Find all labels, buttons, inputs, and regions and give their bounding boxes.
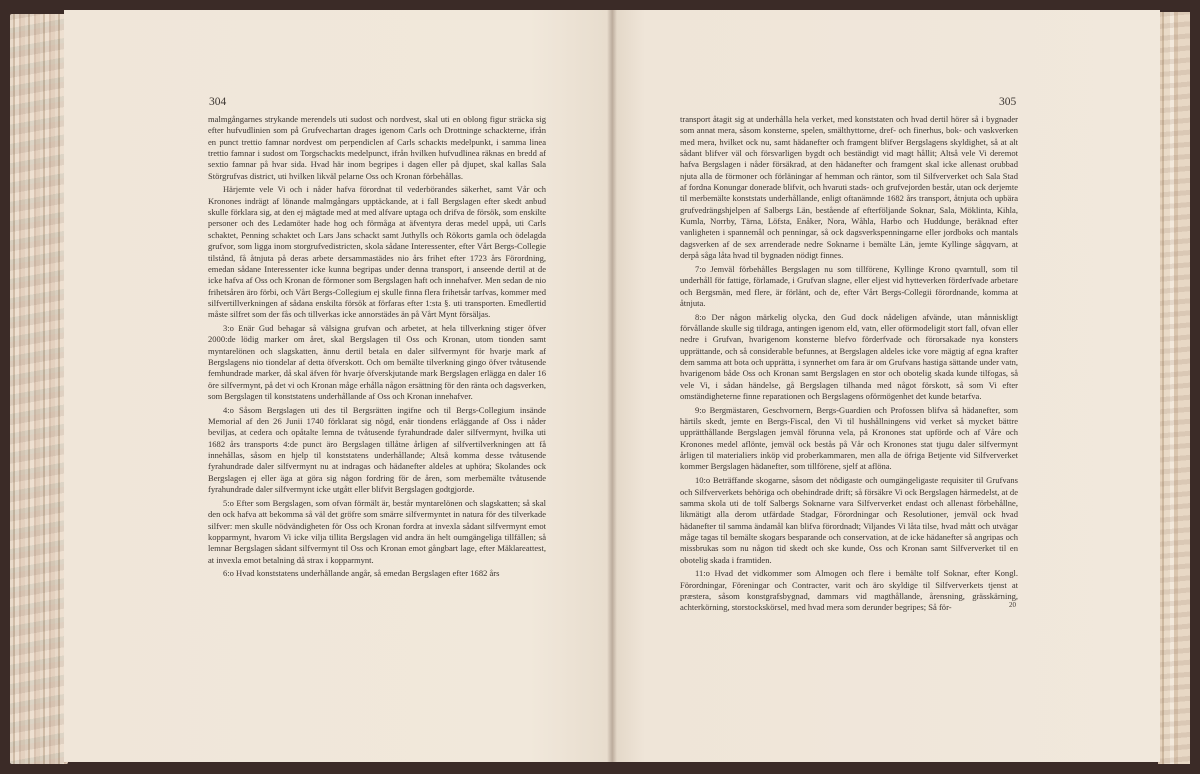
page-number-right: 305: [999, 96, 1017, 108]
paragraph: Härjemte vele Vi och i nåder hafva förordnat til vederbörandes säkerhet, samt Vår och Kronones indrägt af lönande malmgångars upptäckande, at i fall Bergslagen efter skedt anbud skulle förklara sig, at den ej mägtade med at med alfvare uptaga och drifva de försök, som enskilte personer och des Ledamöter hade hog och förmåga at äfventyra deras medel uppå, uti Carls schaktet, Penning schaktet och Lars Jans schackt samt Juthylls och Rökorts gamla och ödelagda grufvor, som ligga inom storgrufvedistricten, skola sådane Interessenter, efter Vårt Bergs-Collegie tilstånd, få åtnjuta på deras arbete dersammastädes nio års frihet efter 1723 års Förordning, emedan sådane Interessenter icke kunna begripas under denna transport, i anseende dertil at de icke hafva af Oss och Kronan de förmoner som Bergslagen haft och innehafver. Men sedan de nio frihetsåren äro förbi, och Vårt Bergs-Collegium ej skulle finna flera frihetsår tarfvas, kommer med silfvertillverkningen af sådana enskilta försök at förfaras efter 1:sta §. uti transporten. Emedlertid måste silfret som der fås och tillverkas icke annorstädes än på Vårt Mynt försäljas.: [208, 184, 546, 320]
paragraph: 3:o Enär Gud behagar så välsigna grufvan och arbetet, at hela tillverkning stiger öfver 2000:de lödig marker om året, skal Bergslagen til Oss och Kronan, utom tionden samt myntarelönen och slagskatten, ännu dertil betala en daler silfvermynt för hvarje mark af Bergslagens nio tiondelar af detta öfverskott. Och om bemälte tilverkning gingo öfver tvåtusende femhundrade marker, då skal äfven för hvarje öfverskjutande mark Bergslagen erlägga en daler 16 öre silfvermynt, på det vi och Kronan måge erhålla någon ersättning för den ränta och dagsverken, som Bergslagen til konststatens underhållande af Oss och Kronan innehafver.: [208, 322, 546, 402]
paragraph: 4:o Såsom Bergslagen uti des til Bergsrätten ingifne och til Bergs-Collegium insände Memorial af den 26 Junii 1740 förklarat sig nögd, enär tiondens erläggande af Oss i nåder beviljas, at cedera och opåtalte lemna de tvåtusende fyrahundrade daler silfvermynt, hvilka uti 1682 års transports 4:de punct äro Bergslagen tillåtne årligen af silfvertilverkningen att få innehållas, såsom en hjelp til konststatens underhållande; Altså komma desse tvåtusende fyrahundrade daler silfvermynt nu at indragas och hädanefter aldeles at uphöra; Skolandes ock Bergslagen ej eller äga at göra sig någon fordring för de åren, som merbemälte tvåtusende fyrahundrade daler silfvermynt icke utgått eller blifvit Bergslagen godtgjorde.: [208, 404, 546, 495]
book-gutter: [607, 10, 617, 762]
paragraph: 11:o Hvad det vidkommer som Almogen och flere i bemälte tolf Soknar, efter Kongl. Förordningar, Föreningar och Contracter, varit och äro skyldige til Silfververkets tjenst at præstera, såsom konstgrafsbygnad, dammars vid magthållande, årensning, grässkärning, achterkörning, storstockskörsel, med hvad mera som derunder begripes; Så för-: [680, 568, 1018, 613]
paragraph: 9:o Bergmästaren, Geschvornern, Bergs-Guardien och Profossen blifva så hädanefter, som härtils skedt, jemte en Bergs-Fiscal, den Vi til hushållningens vid verket så mycket bättre upprätthållande Bergslagen jemväl förunna vela, på Kronones stat upförde och af Våre och Kronones medel aflönte, jemväl ock bestås på Vår och Kronones stat tjugu daler silfvermynt årligen til materialiers inköp vid proberkammaren, men alla de öfriga Betjente vid Silfververket kommer Bergslagen hädanefter, som tillförene, sjelf at aflöna.: [680, 404, 1018, 472]
right-page-body: [680, 114, 1018, 616]
paragraph: 8:o Der någon märkelig olycka, den Gud dock nådeligen afvände, utan månniskligt förvållande skulle sig tildraga, antingen igenom eld, vatn, eller oförmodeligit stort fall, ofvan eller nedre i Grufvan, hvarigenom konsterne blefvo förderfvade och förorsakade nya konsters upprättande, och så considerable befunnes, at Bergslagen aldeles icke vore mägtig af egna krafter dem samma att bota och upprätta, i synnerhet om fara är om Grufvans hastiga sättande under vatn, hvarigenom både Oss och Kronan samt Bergslagen en stor och obotelig skada kunde tilfogas, så vele Vi, i sådan händelse, gå Bergslagen tilhanda med något förskott, så som Vi efter omständigheterne finne reparationen och Bergslagens oförmögenhet det kunde betarfva.: [680, 311, 1018, 402]
paragraph: 5:o Efter som Bergslagen, som ofvan förmält är, består myntarelönen och slagskatten; så skal den ock hafva att bekomma så väl det gröfre som smärre silfvermyntet in natura för des tilverkade silfver: men skulle nödvändigheten för Oss och Kronan fordra at invexla sådant silfvermynt emot kopparmynt, hvarom Vi icke vilja tillita Bergslagen vid andra än helt oumgängeliga tillfällen; så lemnar Bergslagen sådant silfvermynt til Oss och Kronan emot gångbart lage, efter Mäklareattest, at invexla emot betalning då strax i kopparmynt.: [208, 497, 546, 565]
book-fore-edge-right: [1158, 12, 1190, 764]
paragraph: transport åtagit sig at underhålla hela verket, med konststaten och hvad dertil hörer så i bygnader som annat mera, såsom konsterne, spelen, smälthyttorne, dref- och finerhus, bok- och vaskverken med mera, hvilket ock nu, samt hädanefter och framgent blifver Bergslagens skyldighet, så at alt sådant blifver väl och försvarligen bygdt och beständigt vid magt hållit; Altså vele Vi deremot hafva Bergslagen i nåder försäkrad, at den hädanefter och framgent skal icke allenast orubbad njuta alla de förmoner och förläningar af hemman och räntor, som til Silfververket och Sala Stad af fordna Konungar donerade blifvit, och hvaruti stads- och grufvejorden består, utan ock derjemte til merbemälte konststats underhållande, enligt oftanämnde 1682 års transport, åtnjuta och upbära grufvedrängshjelpen af Salbergs Län, bestående af efterföljande Soknar, Sala, Möklinta, Kihla, Kumla, Norrby, Tärna, Löfsta, Enåker, Nora, Wåhla, Harbo och Huddunge, beräknad efter vanligheten i spannemål och penningar, så ock dagsverkspenningarne eller jordboks och mantals dagsverken af de sex arrenderade nedre Soknarne i bemälte Län, jemte Kyllinge sågqvarn, at derpå såga låta hvad til bygnaden nödigt finnes.: [680, 114, 1018, 261]
left-page-body: [208, 114, 546, 582]
paragraph: 10:o Beträffande skogarne, såsom det nödigaste och oumgängeligaste requisiter til Grufvans och Silfververkets behöriga och obehindrade drift; så försäkre Vi ock Bergslagen härmedelst, at de samma skola uti de tolf Salbergs Soknarne vara Silfververket endast och allenast förbehållne, likmätigt alla derom utfärdade Stadgar, Förordningar och Resolutioner, jemväl ock hvad hädanefter til samma ändamål kan blifva förordnadt; Viljandes Vi låta tilse, hvad mått och utvägar måge tagas til bemälte skogars besparande och conservation, at de icke hädanefter så angripas och missbrukas som nu någon tid skedt och ske kunde, Oss och Kronan samt Silfververket til en obotelig skada i framtiden.: [680, 475, 1018, 565]
page-number-left: 304: [209, 96, 227, 108]
book-fore-edge-left: [10, 14, 68, 764]
paragraph: malmgångarnes strykande merendels uti sudost och nordvest, skal uti en oblong figur sträcka sig efter hufvudlinien som på Grufvechartan drages igenom Carls och Drottninge schackterne, ifrån en punct trettio famnar nordvest om perpendiclen af Carls schackts medelpunkt, i samma linea trettio famnar i sudost om Torgschackts medelpunct, ifrån hvilken hufvudlinea räknas en bredd af sextio famnar på hvar sida. Hvad här inom begripes i dagen eller på djupet, skal kallas Sala Störgrufvas district, uti hvilken likväl pelarne Oss och Kronan förbehållas.: [208, 114, 546, 181]
signature-mark: 20: [1009, 601, 1016, 609]
paragraph: 7:o Jemväl förbehålles Bergslagen nu som tillförene, Kyllinge Krono qvarntull, som til underhåll för fattige, förlamade, i Grufvan slagne, eller eljest vid hytteverken förderfvade arbetare och Bergsmän, med flere, är förlänt, och de, efter Vårt Bergs-Collegii förordnande, komma at åtnjuta.: [680, 263, 1018, 308]
paragraph: 6:o Hvad konststatens underhållande angår, så emedan Bergslagen efter 1682 års: [223, 568, 500, 579]
